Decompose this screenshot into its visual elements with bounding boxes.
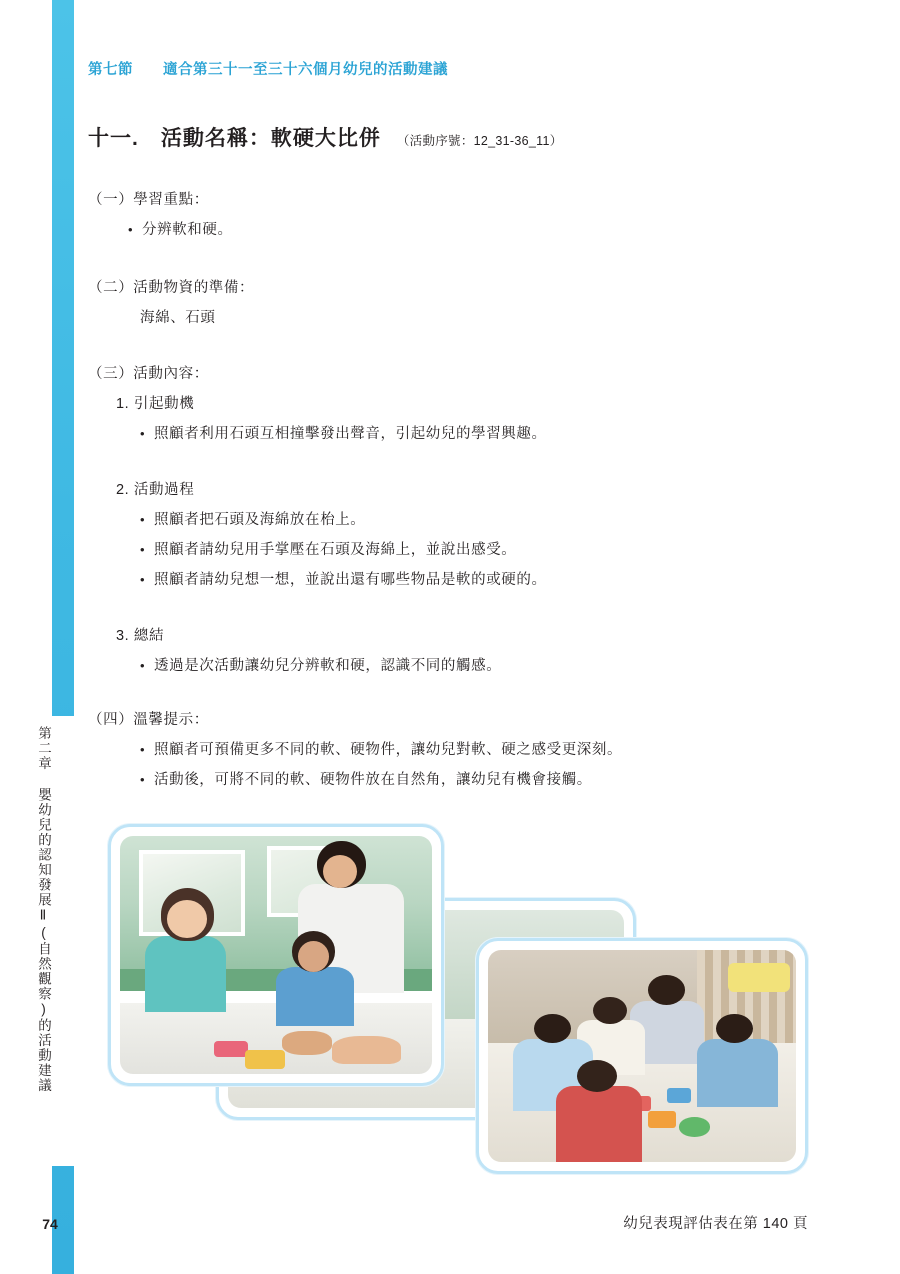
bullet-icon: • bbox=[140, 542, 146, 557]
bullet-text: 照顧者利用石頭互相撞擊發出聲音，引起幼兒的學習興趣。 bbox=[154, 426, 547, 442]
content-step-2-number: 2. 活動過程 bbox=[116, 482, 195, 498]
bullet-text: 照顧者可預備更多不同的軟、硬物件，讓幼兒對軟、硬之感受更深刻。 bbox=[154, 742, 623, 758]
bullet-text: 照顧者把石頭及海綿放在枱上。 bbox=[154, 512, 366, 528]
section-header bbox=[88, 58, 448, 79]
activity-code: （活動序號：12_31-36_11） bbox=[396, 134, 563, 148]
photo-image bbox=[120, 836, 432, 1074]
section-number: 第七節 bbox=[88, 62, 133, 78]
content-step-1-bullet-1 bbox=[140, 422, 547, 443]
footer-note: 幼兒表現評估表在第 140 頁 bbox=[623, 1216, 808, 1232]
content-step-2-bullet-2 bbox=[140, 538, 516, 559]
bullet-icon: • bbox=[140, 772, 146, 787]
bullet-icon: • bbox=[140, 742, 146, 757]
bullet-text: 照顧者請幼兒用手掌壓在石頭及海綿上，並說出感受。 bbox=[154, 542, 517, 558]
page-number: 74 bbox=[42, 1216, 58, 1232]
content-step-1-number: 1. 引起動機 bbox=[116, 396, 195, 412]
activity-name: 活動名稱：軟硬大比併 bbox=[160, 127, 381, 150]
bullet-text: 透過是次活動讓幼兒分辨軟和硬，認識不同的觸感。 bbox=[154, 658, 502, 674]
bullet-text: 分辨軟和硬。 bbox=[142, 222, 233, 238]
photo-group-activity bbox=[476, 938, 808, 1174]
photo-image bbox=[488, 950, 796, 1162]
content-step-2-bullet-1 bbox=[140, 508, 365, 529]
learning-focus-bullet-1 bbox=[128, 218, 233, 239]
activity-index: 十一. bbox=[88, 127, 139, 150]
bullet-icon: • bbox=[140, 426, 146, 441]
chapter-label: 第二章 嬰幼兒的認知發展Ⅱ(自然觀察)的活動建議 bbox=[36, 726, 51, 1093]
tips-label: （四）溫馨提示： bbox=[88, 712, 209, 728]
bullet-icon: • bbox=[140, 572, 146, 587]
tips-bullet-2 bbox=[140, 768, 592, 789]
bullet-icon: • bbox=[140, 512, 146, 527]
materials-text: 海綿、石頭 bbox=[140, 310, 216, 326]
photo-children-at-table bbox=[108, 824, 444, 1086]
tips-bullet-1 bbox=[140, 738, 622, 759]
learning-focus-label: （一）學習重點： bbox=[88, 192, 209, 208]
content-label: （三）活動內容： bbox=[88, 366, 209, 382]
content-step-3-bullet-1 bbox=[140, 654, 501, 675]
bullet-icon: • bbox=[140, 658, 146, 673]
bullet-icon: • bbox=[128, 222, 134, 237]
activity-title bbox=[88, 122, 563, 152]
content-step-3-number: 3. 總結 bbox=[116, 628, 165, 644]
section-title: 適合第三十一至三十六個月幼兒的活動建議 bbox=[163, 62, 448, 78]
bullet-text: 照顧者請幼兒想一想，並說出還有哪些物品是軟的或硬的。 bbox=[154, 572, 547, 588]
content-step-2-bullet-3 bbox=[140, 568, 547, 589]
materials-label: （二）活動物資的準備： bbox=[88, 280, 255, 296]
bullet-text: 活動後，可將不同的軟、硬物件放在自然角，讓幼兒有機會接觸。 bbox=[154, 772, 592, 788]
